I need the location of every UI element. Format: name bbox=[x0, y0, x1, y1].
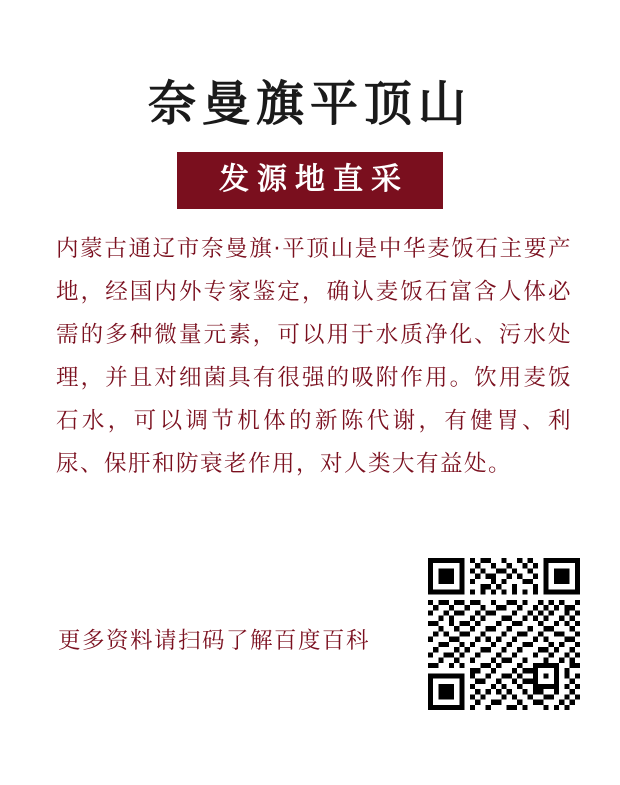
qr-code-icon[interactable] bbox=[428, 558, 580, 710]
body-paragraph: 内蒙古通辽市奈曼旗·平顶山是中华麦饭石主要产地，经国内外专家鉴定，确认麦饭石富含人体必需的多种微量元素，可以用于水质净化、污水处理，并且对细菌具有很强的吸附作用。饮用麦饭石水，可以调节机体的新陈代谢，有健胃、利尿、保肝和防衰老作用，对人类大有益处。 bbox=[56, 236, 572, 477]
status-badge: 发源地直采 bbox=[177, 152, 443, 209]
footer-note: 更多资料请扫码了解百度百科 bbox=[58, 628, 371, 654]
page-title: 奈曼旗平顶山 bbox=[147, 76, 472, 132]
banner-container bbox=[0, 152, 620, 209]
